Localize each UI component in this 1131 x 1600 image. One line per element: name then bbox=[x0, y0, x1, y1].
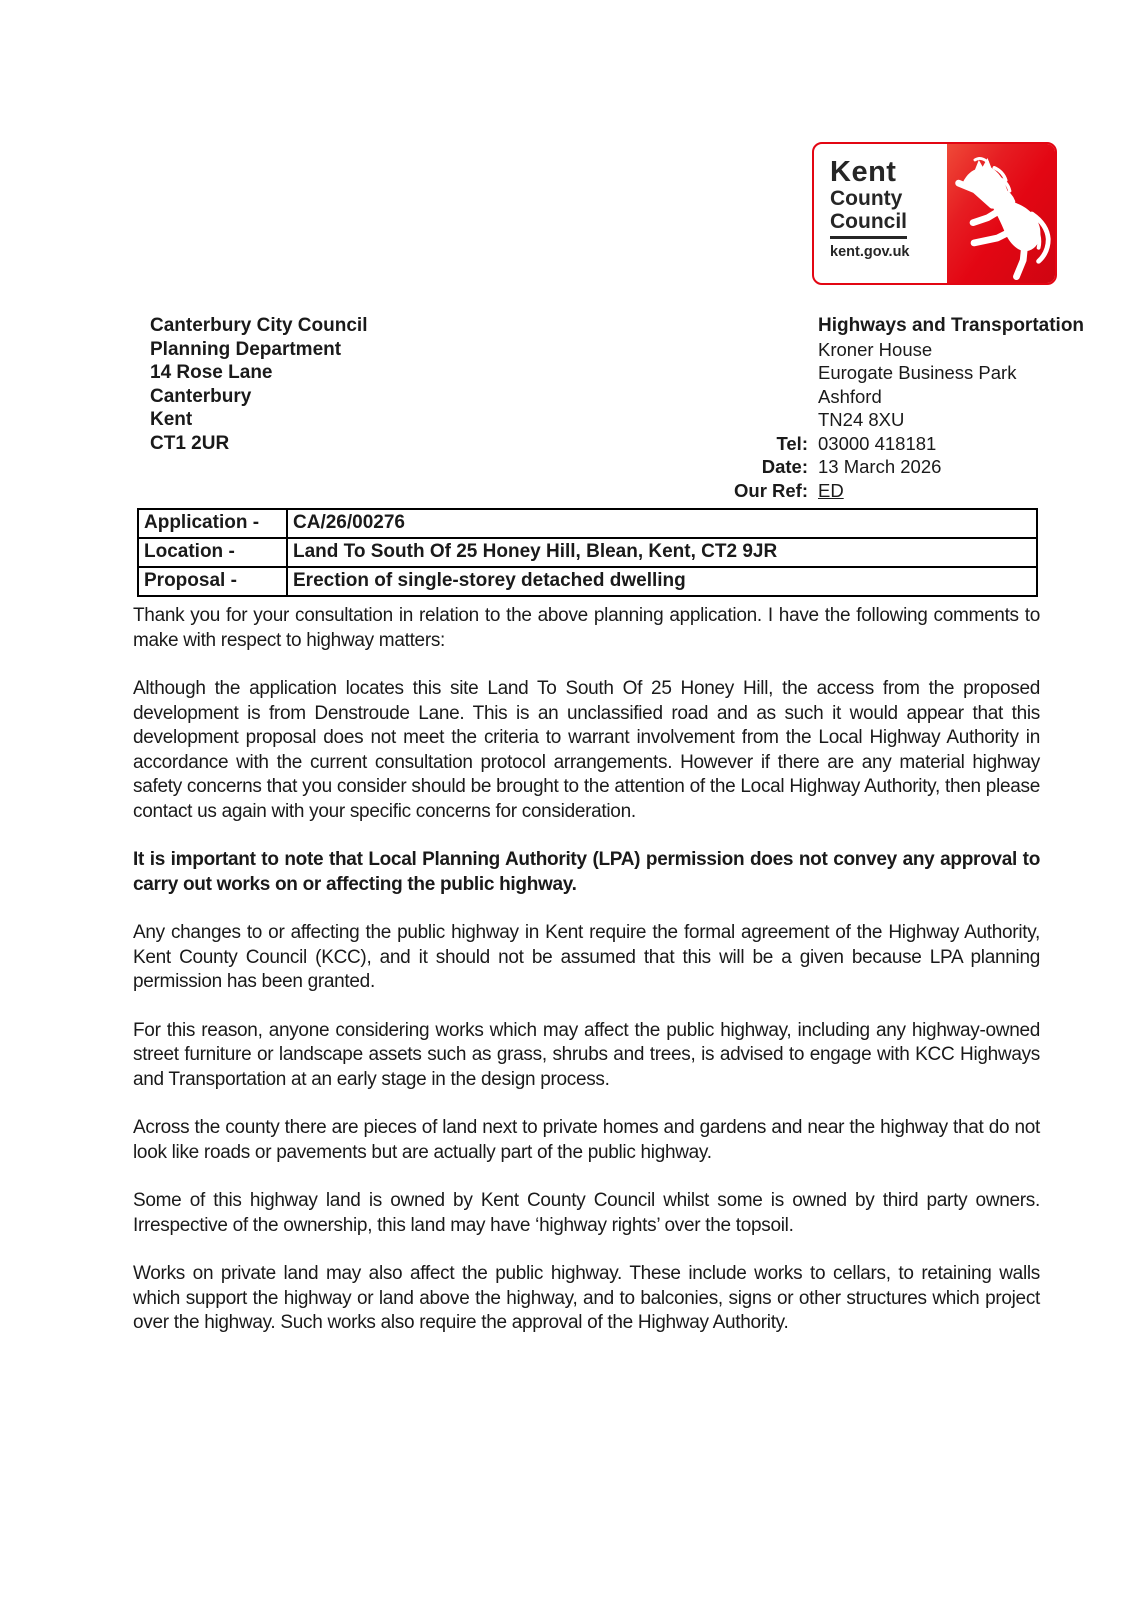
sender-field-label bbox=[660, 338, 808, 362]
invicta-horse-icon bbox=[947, 144, 1055, 283]
sender-field-value: TN24 8XU bbox=[818, 409, 905, 430]
sender-ref-value: ED bbox=[818, 479, 844, 501]
body-paragraph: Across the county there are pieces of land next to private homes and gardens and near the highway that do not look like roads or pavements but are actually part of the public highway. bbox=[133, 1117, 1040, 1163]
recipient-address-line: Canterbury bbox=[150, 385, 252, 407]
body-paragraph: Although the application locates this site Land To South Of 25 Honey Hill, the access from the proposed development is from Denstroude Lane. This is an unclassified road and as such it would appear that this development proposal does not meet the criteria to warrant involvement from the Local Highway Authority in accordance with the current consultation protocol arrangements. However if there are any material highway safety concerns that you consider should be brought to the attention of the Local Highway Authority, then please contact us again with your specific concerns for consideration. bbox=[133, 678, 1040, 822]
table-field-value: CA/26/00276 bbox=[287, 509, 1037, 538]
kent-county-council-logo bbox=[812, 142, 1057, 285]
sender-date-label: Date: bbox=[761, 456, 808, 477]
body-paragraph: Any changes to or affecting the public highway in Kent require the formal agreement of the Highway Authority, Kent County Council (KCC), and it should not be assumed that this will be a given because LPA planning permission has been granted. bbox=[133, 922, 1040, 992]
sender-department: Highways and Transportation bbox=[818, 315, 1085, 336]
sender-row bbox=[660, 385, 1115, 409]
body-paragraph: Thank you for your consultation in relation to the above planning application. I have the following comments to make with respect to highway matters: bbox=[133, 605, 1040, 651]
body-paragraph: Works on private land may also affect the public highway. These include works to cellars, to retaining walls which support the highway or land above the highway, and to balconies, signs or other structures which project over the highway. Such works also require the approval of the Highway Authority. bbox=[133, 1263, 1040, 1333]
sender-row bbox=[660, 479, 1115, 503]
sender-field-label bbox=[660, 361, 808, 385]
recipient-address bbox=[150, 314, 367, 455]
recipient-address-line: Planning Department bbox=[150, 338, 342, 360]
application-details-table bbox=[137, 508, 1038, 597]
sender-row bbox=[660, 432, 1115, 456]
sender-field-value: Ashford bbox=[818, 385, 882, 407]
sender-date-value: 13 March 2026 bbox=[818, 456, 942, 477]
logo-org-name-line3: Council bbox=[830, 210, 907, 239]
recipient-address-line: Canterbury City Council bbox=[150, 315, 368, 336]
recipient-address-line: CT1 2UR bbox=[150, 432, 230, 454]
logo-org-name-line1: Kent bbox=[830, 156, 897, 188]
recipient-address-line: 14 Rose Lane bbox=[150, 362, 273, 383]
sender-field-value: Eurogate Business Park bbox=[818, 362, 1017, 383]
sender-row bbox=[660, 361, 1115, 385]
body-paragraph: Some of this highway land is owned by Kent County Council whilst some is owned by third party owners. Irrespective of the ownership, this land may have ‘highway rights’ over the topsoil. bbox=[133, 1190, 1040, 1236]
body-paragraph: For this reason, anyone considering works which may affect the public highway, including any highway-owned street furniture or landscape assets such as grass, shrubs and trees, is advised to engage with KCC Highways and Transportation at an early stage in the design process. bbox=[133, 1019, 1040, 1090]
sender-tel-value: 03000 418181 bbox=[818, 432, 937, 454]
table-row bbox=[138, 509, 1037, 538]
sender-row bbox=[660, 338, 1115, 362]
body-paragraph-emphasis: It is important to note that Local Planning Authority (LPA) permission does not convey any approval to carry out works on or affecting the public highway. bbox=[133, 849, 1040, 895]
sender-contact-block bbox=[660, 314, 1115, 502]
sender-field-label bbox=[660, 408, 808, 432]
sender-row bbox=[660, 455, 1115, 479]
table-field-label: Location - bbox=[138, 538, 287, 567]
logo-text-panel bbox=[814, 144, 947, 283]
table-row bbox=[138, 567, 1037, 596]
sender-row bbox=[660, 408, 1115, 432]
table-field-value: Land To South Of 25 Honey Hill, Blean, Kent, CT2 9JR bbox=[287, 538, 1037, 567]
recipient-address-line: Kent bbox=[150, 409, 193, 430]
table-field-value: Erection of single-storey detached dwelling bbox=[287, 567, 1037, 596]
table-field-label: Proposal - bbox=[138, 567, 287, 596]
sender-tel-label: Tel: bbox=[776, 432, 808, 454]
sender-field-label bbox=[660, 385, 808, 409]
sender-field-value: Kroner House bbox=[818, 338, 933, 360]
sender-ref-label: Our Ref: bbox=[734, 479, 808, 501]
logo-org-name-line2: County bbox=[830, 187, 903, 210]
letter-body bbox=[133, 604, 1040, 1360]
table-field-label: Application - bbox=[138, 509, 287, 538]
logo-website: kent.gov.uk bbox=[830, 244, 910, 260]
table-row bbox=[138, 538, 1037, 567]
